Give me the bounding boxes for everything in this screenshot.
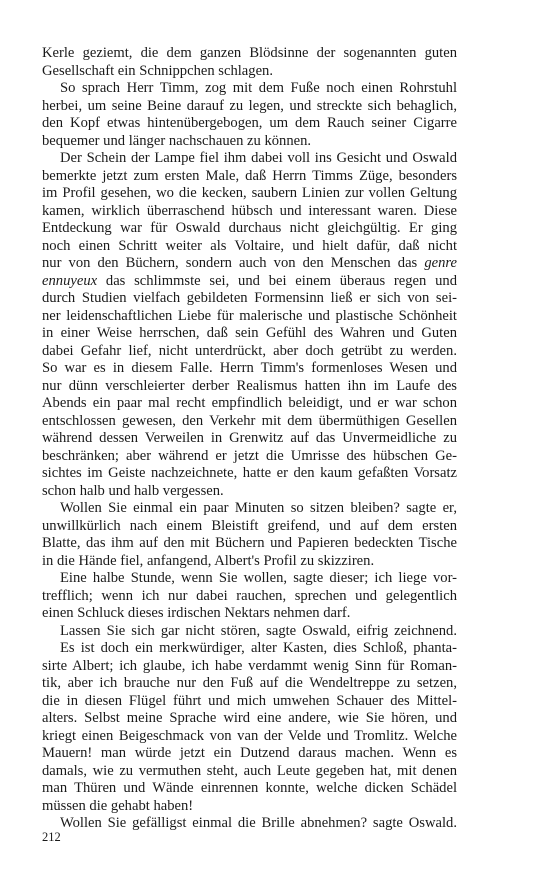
text-line	[42, 465, 457, 483]
text-line	[42, 220, 457, 238]
text-segment: das schlimmste sei, und bei einem überaus regen und	[97, 272, 457, 289]
text-line	[42, 378, 457, 396]
text-segment: So sprach Herr Timm, zog mit dem Fuße noch einen Rohrstuhl	[60, 80, 457, 96]
text-segment: einen Schluck dieses irdischen Nektars nehmen darf.	[42, 605, 351, 621]
text-line	[42, 343, 457, 361]
text-line	[42, 98, 457, 116]
text-line	[42, 185, 457, 203]
text-segment: bequemer und länger nachschauen zu können.	[42, 132, 312, 149]
text-line	[42, 693, 457, 711]
text-line	[42, 413, 457, 431]
text-line	[42, 203, 457, 221]
text-line	[42, 308, 457, 326]
text-segment: ner leidenschaftlichen Liebe für malerische und plastische Schönheit	[42, 307, 457, 324]
body-text	[42, 45, 457, 833]
text-segment: im Profil gesehen, wo die kecken, saubern Linien zur vollen Geltung	[42, 185, 457, 201]
text-segment: in einer Weise herrschen, daß sein Gefühl des Wahren und Guten	[42, 325, 457, 341]
text-line	[42, 448, 457, 466]
text-line	[42, 518, 457, 536]
text-segment: die in diesen Flügel führt und mich umwehen Schauer des Mittel-	[42, 692, 457, 709]
text-segment: schon halb und halb vergessen.	[42, 482, 224, 499]
text-segment: bemerkte jetzt zum ersten Male, daß Herrn Timms Züge, besonders	[42, 167, 457, 184]
text-line	[42, 483, 457, 501]
text-segment: Eine halbe Stunde, wenn Sie wollen, sagte dieser; ich liege vor-	[60, 570, 457, 586]
text-line	[42, 500, 457, 518]
text-segment: müssen die gehabt haben!	[42, 797, 194, 814]
text-line	[42, 80, 457, 98]
text-line	[42, 273, 457, 291]
text-segment: dabei Gefahr lief, nicht unterdrückt, aber doch getrübt zu werden.	[42, 342, 457, 359]
text-segment: während dessen Verweilen in Grenwitz auf das Unvermeidliche zu	[42, 430, 457, 446]
text-line	[42, 763, 457, 781]
text-line	[42, 623, 457, 641]
text-segment: Kerle geziemt, die dem ganzen Blödsinne der sogenannten guten	[42, 45, 457, 61]
text-segment: Entdeckung war für Oswald durchaus nicht gleichgültig. Er ging	[42, 220, 457, 236]
text-segment: Gesellschaft ein Schnippchen schlagen.	[42, 62, 273, 79]
text-line	[42, 168, 457, 186]
text-segment: in die Hände fiel, anfangend, Albert's Profil zu skizziren.	[42, 552, 375, 569]
text-line	[42, 150, 457, 168]
text-line	[42, 728, 457, 746]
text-line	[42, 255, 457, 273]
text-segment: Der Schein der Lampe fiel ihm dabei voll ins Gesicht und Oswald	[60, 150, 457, 166]
text-line	[42, 430, 457, 448]
text-segment: durch Studien vielfach gebildeten Formensinn ließ er sich von sei-	[42, 290, 457, 306]
text-segment: damals, wie zu vermuthen steht, auch Leute gegeben hat, mit denen	[42, 762, 457, 779]
text-segment: tik, aber ich brauche nur den Fuß auf die Wendeltreppe zu setzen,	[42, 675, 457, 691]
text-segment: Blatte, das ihm auf den mit Büchern und Papieren bedeckten Tische	[42, 535, 457, 551]
text-segment: den Kopf etwas hintenübergebogen, um dem Rauch seiner Cigarre	[42, 115, 457, 131]
text-segment: Wollen Sie gefälligst einmal die Brille abnehmen? sagte Oswald.	[60, 815, 457, 831]
text-segment: herbei, um seine Beine darauf zu legen, und streckte sich behaglich,	[42, 97, 457, 114]
text-segment: beschränken; aber während er jetzt die Umrisse des hübschen Ge-	[42, 447, 457, 464]
text-line	[42, 553, 457, 571]
text-line	[42, 395, 457, 413]
italic-phrase: genre	[424, 255, 457, 271]
text-segment: sichtes im Geiste nachzeichnete, hatte er den kaum gefaßten Vorsatz	[42, 465, 457, 481]
text-segment: alters. Selbst meine Sprache wird eine andere, wie Sie hören, und	[42, 710, 457, 726]
text-segment: Es ist doch ein merkwürdiger, alter Kasten, dies Schloß, phanta-	[60, 640, 457, 656]
text-line	[42, 745, 457, 763]
text-segment: kriegt einen Beigeschmack von van der Velde und Tromlitz. Welche	[42, 727, 457, 744]
text-segment: trefflich; wenn ich nur dabei rauchen, sprechen und gelegentlich	[42, 587, 457, 604]
text-segment: nur dünn verschleierter derber Realismus hatten ihn im Laufe des	[42, 377, 457, 394]
text-segment: nur von den Büchern, sondern auch von den Menschen das	[42, 255, 425, 271]
text-line	[42, 815, 457, 833]
text-line	[42, 63, 457, 81]
text-segment: Lassen Sie sich gar nicht stören, sagte Oswald, eifrig zeichnend.	[60, 622, 457, 639]
text-segment: Wollen Sie einmal ein paar Minuten so sitzen bleiben? sagte er,	[60, 500, 457, 516]
text-segment: Abends ein paar mal recht empfindlich beleidigt, und er war schon	[42, 395, 457, 411]
text-line	[42, 360, 457, 378]
text-line	[42, 45, 457, 63]
text-line	[42, 325, 457, 343]
text-line	[42, 658, 457, 676]
text-segment: entschlossen gewesen, den Verkehr mit dem übermüthigen Gesellen	[42, 412, 457, 429]
text-line	[42, 780, 457, 798]
text-segment: sirte Albert; ich glaube, ich habe verdammt wenig Sinn für Roman-	[42, 657, 457, 674]
text-segment: Mauern! man würde jetzt ein Dutzend daraus machen. Wenn es	[42, 745, 457, 761]
text-line	[42, 238, 457, 256]
text-segment: unwillkürlich nach einem Bleistift greifend, und auf dem ersten	[42, 517, 457, 534]
text-line	[42, 605, 457, 623]
text-line	[42, 640, 457, 658]
text-line	[42, 588, 457, 606]
italic-phrase: ennuyeux	[42, 272, 98, 289]
text-line	[42, 535, 457, 553]
text-segment: So war es in diesem Falle. Herrn Timm's formenloses Wesen und	[42, 360, 457, 376]
page-number: 212	[42, 830, 61, 844]
text-line	[42, 290, 457, 308]
text-line	[42, 798, 457, 816]
text-line	[42, 710, 457, 728]
text-segment: man Thüren und Wände einrennen konnte, welche dicken Schädel	[42, 780, 457, 796]
text-line	[42, 115, 457, 133]
text-segment: noch einen Schritt weiter als Voltaire, und hielt dafür, daß nicht	[42, 237, 457, 254]
text-line	[42, 133, 457, 151]
text-line	[42, 570, 457, 588]
text-line	[42, 675, 457, 693]
text-segment: kamen, wirklich überraschend hübsch und interessant waren. Diese	[42, 202, 457, 219]
